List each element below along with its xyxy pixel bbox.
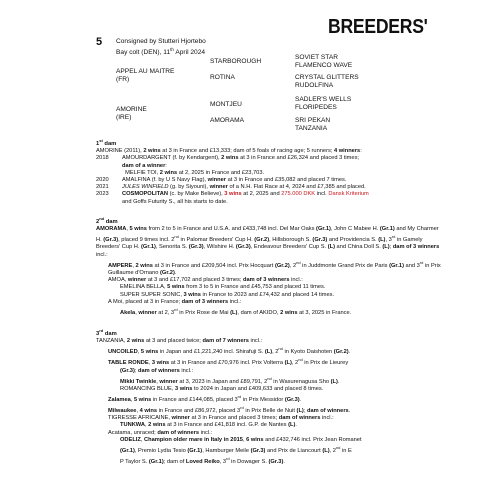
produce-entry-cont: (Gr.1), Premio Lydia Tesio (Gr.1), Hamburger Meile (Gr.3) and Prix de Liancourt (L), 2nd in E (120, 445, 352, 454)
produce-entry: SUPER SUPER SONIC, 3 wins in France to 2023 and £74,432 and placed 14 times. (120, 291, 335, 298)
produce-entry: Akela, winner at 2, 3rd in Prix Rose de Mai (L), dam of AKIDO, 2 wins at 3, 2025 in France. (120, 306, 352, 316)
produce-entry-cont: (Gr.3); dam of winners incl.: (120, 367, 194, 374)
produce-entry: 2020 AMALFINA (f. by U S Navy Flag), winner at 3 in France and £35,082 and placed 7 times. (96, 176, 347, 183)
pedigree-dam-sire: MONTJEU (210, 101, 242, 108)
produce-entry: TABLE RONDE, 3 wins at 3 in France and £70,976 incl. Prix Volterra (L), 2nd in Prix de Lieurey (108, 357, 349, 367)
third-dam-intro: TANZANIA, 2 wins at 3 and placed twice; dam of 7 winners incl.: (96, 338, 263, 345)
consignor-block (116, 38, 206, 58)
pedigree-dam-dam: AMORAMA (210, 117, 245, 124)
second-dam-section (96, 215, 444, 317)
first-dam-section (96, 137, 444, 206)
produce-entry: Acatama, unraced; dam of winners incl.: (108, 429, 213, 436)
produce-entry: A Moi, placed at 3 in France; dam of 3 winners incl.: (108, 298, 242, 305)
produce-entry: MELFIE TOI, 2 wins at 2, 2025 in France and £23,703. (122, 169, 265, 176)
produce-entry: AMOA, winner at 3 and £17,702 and placed 3 times; dam of 3 winners incl.: (108, 277, 303, 284)
produce-entry: Zalamea, 5 wins in France and £144,085, placed 3rd in Prix Messidor (Gr.3). (108, 394, 302, 403)
pedigree-dds: SRI PEKAN TANZANIA (295, 117, 331, 133)
second-dam-heading: 2nd dam (96, 216, 118, 225)
lot-number: 5 (96, 36, 103, 48)
produce-entry: TIGRESSE AFRICAINE, winner at 3 in France and placed 3 times; dam of winners incl.: (108, 415, 334, 422)
produce-entry-cont: dam of a winner: (122, 162, 167, 169)
second-dam-intro: AMORAMA, 5 wins from 2 to 5 in France and U.S.A. and £433,748 incl. Del Mar Oaks (Gr.1), John C Mabee H. (Gr.1) and My Charmer H. (Gr.3), placed 9 times incl. 2nd in Palomar Breeders' Cup H. (Gr.2), Hillsborough S. (Gr.3) and Providencia S. (L), 3rd in Gamely Breeders' Cup H. (Gr.1), Senorita S. (Gr.3), Wilshire H. (Gr.3), Endeavour Breeders' Cup S. (L) and China Doll S. (L); dam of 3 winners incl.: (96, 226, 440, 258)
pedigree-sss: SOVIET STAR FLAMENCO WAVE (295, 54, 353, 70)
produce-entry: Mikki Twinkle, winner at 3, 2023 in Japan and £89,791, 2nd in Wasurenagusa Sho (L). (120, 375, 340, 385)
produce-entry: UNCOILED, 5 wins in Japan and £1,221,240 incl. Shirafuji S. (L), 2nd in Kyoto Daishoten (Gr.2). (108, 346, 351, 356)
produce-entry-cont: P Taylor S. (Gr.1); dam of Loved Reiko, 3rd in Dowager S. (Gr.3). (120, 456, 285, 465)
third-dam-heading: 3rd dam (96, 328, 117, 337)
pedigree-dam: AMORINE (IRE) (116, 106, 147, 122)
consignor: Consigned by Stutteri Hjortebo (116, 38, 206, 45)
produce-entry: ROMANCING BLUE, 3 wins to 2024 in Japan and £409,633 and placed 8 times. (120, 385, 324, 392)
produce-entry: 2021 JULES WINFIELD (g. by Siyouni), winner of a N.H. Flat Race at 4, 2024 and £7,385 and placed. (96, 184, 366, 191)
produce-entry: 2023 COSMOPOLITAN (c. by Make Believe), 3 wins at 2, 2025 and 275.000 DKK incl. Dansk Kriterium (96, 191, 369, 198)
pedigree-sds: CRYSTAL GLITTERS RUDOLFINA (295, 74, 359, 90)
pedigree-sire-sire: STARBOROUGH (210, 58, 262, 65)
first-dam-heading: 1st dam (96, 138, 117, 147)
pedigree-sire: APPEL AU MAITRE (FR) (116, 68, 175, 84)
produce-entry: AMPERE, 2 wins at 3 in France and £209,504 incl. Prix Hocquart (Gr.2), 2nd in Juddmonte Grand Prix de Paris (Gr.1) and 3rd in Prix Guillaume d'Ornano (Gr.2). (108, 259, 441, 276)
produce-entry-cont: and Goffs Futurity S., all his starts to date. (122, 198, 228, 205)
produce-entry: ODELIZ, Champion older mare in Italy in 2015, 6 wins and £432,746 incl. Prix Jean Romanet (120, 436, 362, 443)
produce-entry: EMELINA BELLA, 5 wins from 3 to 5 in France and £45,753 and placed 11 times. (120, 284, 326, 291)
first-dam-intro: AMORINE (2011), 2 wins at 3 in France and £13,333; dam of 5 foals of racing age; 5 runners; 4 winners: (96, 148, 362, 155)
pedigree-dss: SADLER'S WELLS FLORIPEDES (295, 96, 352, 112)
pedigree-sire-dam: ROTINA (210, 74, 235, 81)
third-dam-section (96, 327, 444, 466)
produce-entry: TUNKWA, 2 wins at 3 in France and £41,818 incl. G.P. de Nantes (L). (120, 422, 297, 429)
produce-entry: 2018 AMOURDARGENT (f. by Kendargent), 2 wins at 3 in France and £26,324 and placed 3 times; (96, 155, 359, 162)
produce-entry: Milwaukee, 4 wins in France and £86,972, placed 3rd in Prix Belle de Nuit (L); dam of winners. (108, 405, 351, 414)
brand-logo: BREEDERS' (328, 16, 428, 38)
lot-description: Bay colt (DEN), 11th April 2024 (116, 47, 206, 57)
